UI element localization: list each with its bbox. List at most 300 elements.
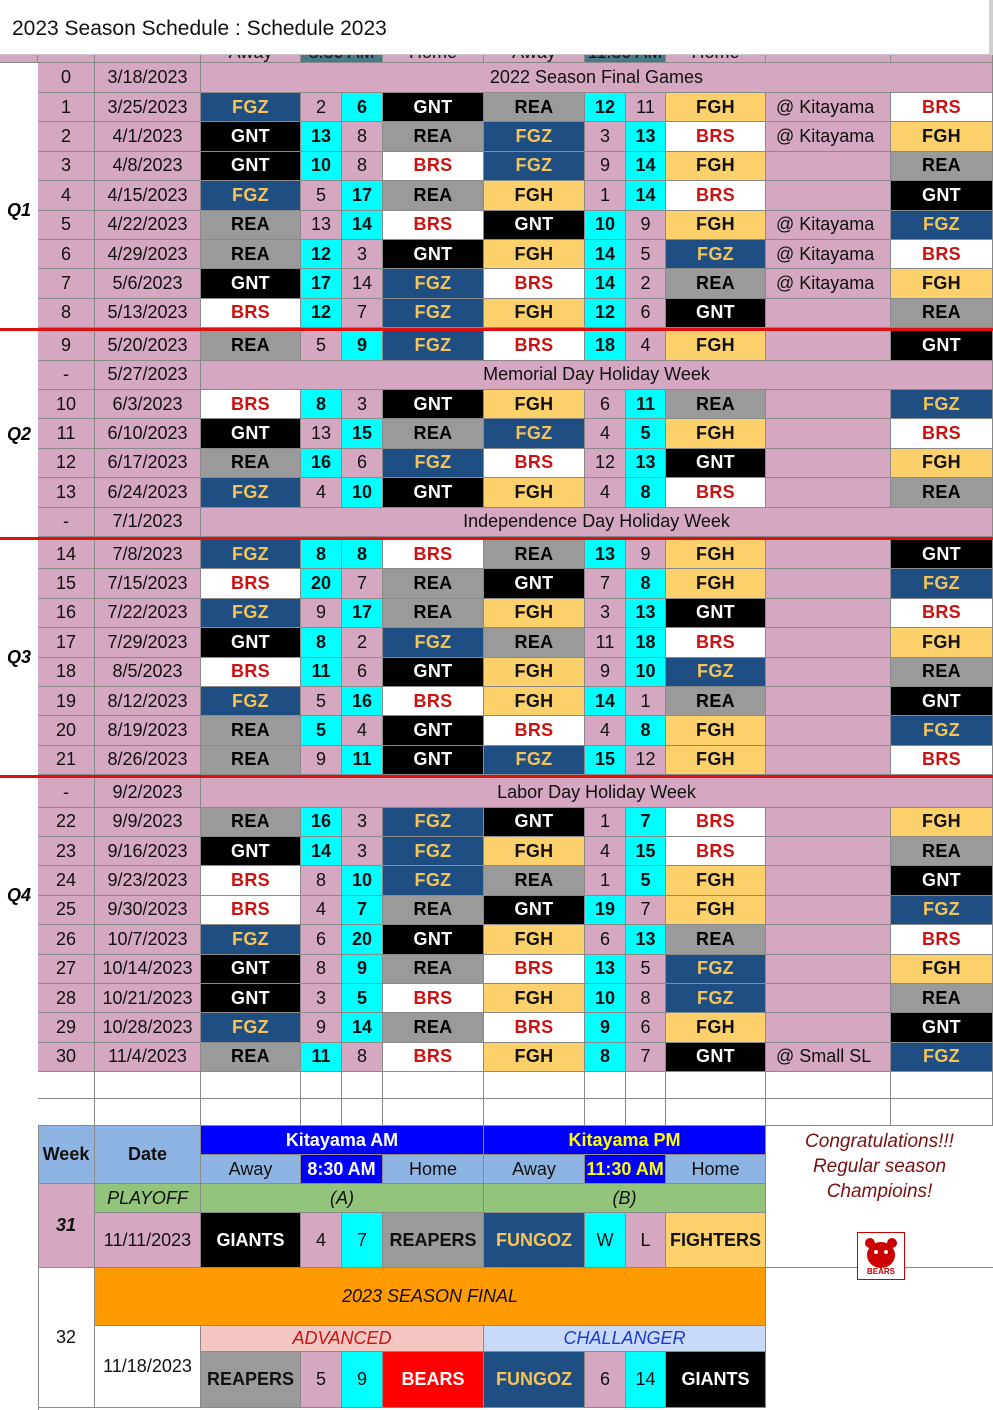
team-cell: BRS	[383, 984, 484, 1013]
score-cell: 5	[301, 331, 342, 360]
score-cell: 10	[342, 866, 383, 895]
score-cell: 12	[585, 449, 626, 478]
team-cell: BRS	[484, 955, 585, 984]
location	[766, 181, 891, 210]
team-cell: REA	[383, 122, 484, 151]
team-cell: GNT	[383, 658, 484, 687]
score-cell: 1	[585, 808, 626, 837]
empty-cell	[891, 1072, 993, 1099]
team-cell: GNT	[666, 599, 766, 628]
week-number: 6	[38, 240, 95, 269]
score-cell: 19	[585, 896, 626, 925]
bye-team: FGH	[891, 808, 993, 837]
location: @ Kitayama	[766, 93, 891, 122]
score-cell: 3	[342, 240, 383, 269]
score-cell: 18	[626, 628, 666, 657]
team-cell: BRS	[201, 390, 301, 419]
bye-team: GNT	[891, 687, 993, 716]
team-cell: REA	[201, 449, 301, 478]
empty-cell	[626, 1099, 666, 1126]
congrats-line: Congratulations!!!	[805, 1131, 954, 1152]
location	[766, 569, 891, 598]
score-cell: 12	[301, 240, 342, 269]
week-date: 9/30/2023	[95, 896, 201, 925]
team-cell: GNT	[484, 808, 585, 837]
score-cell: 3	[585, 599, 626, 628]
location	[766, 687, 891, 716]
score-cell: 3	[342, 837, 383, 866]
score-cell: 15	[585, 746, 626, 775]
team-cell: FGZ	[201, 93, 301, 122]
team-cell: FGZ	[201, 687, 301, 716]
team-cell: REA	[201, 211, 301, 240]
score-cell: 13	[585, 955, 626, 984]
week-date: 3/18/2023	[95, 63, 201, 93]
away-header: Away	[201, 1155, 301, 1184]
location	[766, 478, 891, 507]
score-cell: 12	[585, 93, 626, 122]
score-cell: 4	[585, 478, 626, 507]
team-cell: REA	[666, 925, 766, 954]
team-cell: FGH	[666, 866, 766, 895]
week-31: 31	[38, 1184, 95, 1268]
team-cell: FGH	[484, 599, 585, 628]
week-date: 4/8/2023	[95, 152, 201, 181]
week-number: 17	[38, 628, 95, 657]
team-cell: FGZ	[201, 599, 301, 628]
week-number: 11	[38, 419, 95, 448]
week-number: 25	[38, 896, 95, 925]
score-cell: 9	[626, 540, 666, 569]
score-cell: 7	[626, 808, 666, 837]
empty-cell	[201, 1072, 301, 1099]
bye-team: FGZ	[891, 896, 993, 925]
score-cell: 13	[585, 540, 626, 569]
week-number: 30	[38, 1043, 95, 1072]
week-number: 16	[38, 599, 95, 628]
empty-cell	[342, 1072, 383, 1099]
bye-team: REA	[891, 478, 993, 507]
team-cell: BRS	[666, 478, 766, 507]
week-number: 14	[38, 540, 95, 569]
team-cell: BRS	[201, 658, 301, 687]
team-cell: FGZ	[201, 181, 301, 210]
score-cell: 12	[585, 299, 626, 328]
score-cell: 13	[301, 211, 342, 240]
team-cell: REA	[201, 1043, 301, 1072]
score-cell: 5	[626, 419, 666, 448]
score-cell: 4	[301, 896, 342, 925]
team-cell: REA	[484, 628, 585, 657]
quarter-label: Q2	[6, 423, 31, 444]
score-cell: 11	[585, 628, 626, 657]
location	[766, 866, 891, 895]
score-cell: 8	[342, 1043, 383, 1072]
am-time: 8:30 AM	[301, 1155, 383, 1184]
team-cell: FGH	[484, 658, 585, 687]
week-date: 6/3/2023	[95, 390, 201, 419]
empty-cell	[301, 1099, 342, 1126]
score-cell: 5	[301, 716, 342, 745]
location	[766, 837, 891, 866]
team-cell: FGH	[484, 390, 585, 419]
team-cell: FGZ	[383, 866, 484, 895]
date-31: 11/11/2023	[95, 1213, 201, 1268]
score-cell: 17	[342, 181, 383, 210]
location	[766, 540, 891, 569]
week-number: 3	[38, 152, 95, 181]
score-cell: 8	[301, 955, 342, 984]
week-number: 18	[38, 658, 95, 687]
score-cell: 10	[585, 984, 626, 1013]
score-cell: 3	[301, 984, 342, 1013]
team-cell: FGZ	[666, 955, 766, 984]
team-cell: FGH	[484, 181, 585, 210]
date-header: Date	[95, 1126, 201, 1184]
score-cell: 8	[301, 628, 342, 657]
team-cell: BRS	[484, 331, 585, 360]
bye-team: FGZ	[891, 716, 993, 745]
score-cell: 7	[342, 569, 383, 598]
score-cell: 9	[301, 746, 342, 775]
team-cell: FGZ	[383, 808, 484, 837]
team-cell: FGH	[484, 687, 585, 716]
week-number: 27	[38, 955, 95, 984]
week-number: 19	[38, 687, 95, 716]
team-cell: REA	[383, 181, 484, 210]
team-cell: FGH	[484, 837, 585, 866]
week-date: 7/1/2023	[95, 508, 201, 537]
empty-cell	[342, 1099, 383, 1126]
empty-cell	[383, 1099, 484, 1126]
bye-team: FGH	[891, 122, 993, 151]
bye-team: REA	[891, 837, 993, 866]
location: @ Kitayama	[766, 211, 891, 240]
team-cell: BRS	[484, 449, 585, 478]
bye-team: FGH	[891, 955, 993, 984]
team-cell: BRS	[383, 211, 484, 240]
bears-logo	[857, 1232, 905, 1280]
location	[766, 331, 891, 360]
team-cell: FGH	[484, 925, 585, 954]
score-cell: 1	[626, 687, 666, 716]
week-date: 8/19/2023	[95, 716, 201, 745]
team-cell: GNT	[201, 419, 301, 448]
week-number: 0	[38, 63, 95, 93]
score-cell: 12	[626, 746, 666, 775]
final-32-cell: FUNGOZ	[484, 1352, 585, 1408]
team-cell: REA	[484, 93, 585, 122]
playoff-31-cell: FIGHTERS	[666, 1213, 766, 1268]
logo-text: BEARS	[866, 1267, 895, 1276]
team-cell: REA	[484, 866, 585, 895]
team-cell: GNT	[666, 449, 766, 478]
team-cell: FGZ	[201, 540, 301, 569]
team-cell: REA	[484, 540, 585, 569]
bye-team: FGZ	[891, 390, 993, 419]
bye-team: FGZ	[891, 569, 993, 598]
final-32-cell: GIANTS	[666, 1352, 766, 1408]
team-cell: FGH	[666, 540, 766, 569]
empty-cell	[891, 1099, 993, 1126]
empty-cell	[38, 1099, 95, 1126]
scrollbar[interactable]	[989, 0, 993, 55]
score-cell: 11	[301, 1043, 342, 1072]
week-date: 7/15/2023	[95, 569, 201, 598]
empty-cell	[38, 1072, 95, 1099]
week-date: 6/10/2023	[95, 419, 201, 448]
location: @ Kitayama	[766, 269, 891, 298]
bye-team: REA	[891, 299, 993, 328]
bye-team: GNT	[891, 181, 993, 210]
team-cell: FGZ	[383, 837, 484, 866]
empty-cell	[484, 1099, 585, 1126]
final-32-cell: REAPERS	[201, 1352, 301, 1408]
team-cell: GNT	[484, 569, 585, 598]
score-cell: 8	[626, 984, 666, 1013]
team-cell: GNT	[484, 211, 585, 240]
location	[766, 984, 891, 1013]
team-cell: BRS	[383, 687, 484, 716]
location	[766, 746, 891, 775]
week-date: 9/16/2023	[95, 837, 201, 866]
team-cell: FGH	[666, 1013, 766, 1042]
team-cell: GNT	[201, 955, 301, 984]
score-cell: 3	[342, 808, 383, 837]
score-cell: 17	[301, 269, 342, 298]
final-32-cell: 9	[342, 1352, 383, 1408]
score-cell: 4	[626, 331, 666, 360]
score-cell: 14	[626, 181, 666, 210]
week-number: 29	[38, 1013, 95, 1042]
team-cell: FGZ	[666, 984, 766, 1013]
team-cell: GNT	[201, 984, 301, 1013]
score-cell: 14	[585, 269, 626, 298]
week-date: 8/26/2023	[95, 746, 201, 775]
week-date: 10/21/2023	[95, 984, 201, 1013]
final-32-cell: BEARS	[383, 1352, 484, 1408]
week-number: 9	[38, 331, 95, 360]
team-cell: REA	[383, 569, 484, 598]
advanced-label: ADVANCED	[201, 1326, 484, 1352]
location	[766, 1013, 891, 1042]
team-cell: GNT	[666, 299, 766, 328]
week-date: 4/29/2023	[95, 240, 201, 269]
week-number: -	[38, 508, 95, 537]
score-cell: 6	[342, 93, 383, 122]
team-cell: GNT	[383, 240, 484, 269]
empty-cell	[585, 1099, 626, 1126]
score-cell: 13	[626, 599, 666, 628]
week-number: 13	[38, 478, 95, 507]
home-header: Home	[666, 1155, 766, 1184]
score-cell: 9	[342, 955, 383, 984]
week-number: 1	[38, 93, 95, 122]
holiday-note: Labor Day Holiday Week	[201, 778, 993, 807]
score-cell: 16	[342, 687, 383, 716]
team-cell: FGH	[484, 478, 585, 507]
team-cell: GNT	[201, 122, 301, 151]
week-date: 10/14/2023	[95, 955, 201, 984]
bye-team: GNT	[891, 540, 993, 569]
score-cell: 8	[301, 866, 342, 895]
score-cell: 8	[626, 716, 666, 745]
location	[766, 390, 891, 419]
score-cell: 9	[585, 1013, 626, 1042]
bye-team: FGZ	[891, 1043, 993, 1072]
location	[766, 716, 891, 745]
week-date: 8/5/2023	[95, 658, 201, 687]
week-date: 7/29/2023	[95, 628, 201, 657]
team-cell: REA	[383, 599, 484, 628]
home-header: Home	[383, 1155, 484, 1184]
location	[766, 925, 891, 954]
team-cell: FGH	[666, 716, 766, 745]
bye-team: FGH	[891, 269, 993, 298]
holiday-note: Memorial Day Holiday Week	[201, 361, 993, 390]
team-cell: FGH	[666, 746, 766, 775]
playoff-31-cell: 7	[342, 1213, 383, 1268]
team-cell: GNT	[484, 896, 585, 925]
week-number: 20	[38, 716, 95, 745]
location	[766, 628, 891, 657]
team-cell: FGH	[666, 93, 766, 122]
team-cell: BRS	[383, 1043, 484, 1072]
week-number: -	[38, 778, 95, 807]
week-date: 3/25/2023	[95, 93, 201, 122]
location	[766, 658, 891, 687]
score-cell: 14	[585, 240, 626, 269]
week-date: 9/23/2023	[95, 866, 201, 895]
final-32-cell: 5	[301, 1352, 342, 1408]
week-number: 28	[38, 984, 95, 1013]
team-cell: GNT	[383, 716, 484, 745]
team-cell: FGZ	[666, 658, 766, 687]
bye-team: BRS	[891, 746, 993, 775]
score-cell: 4	[301, 478, 342, 507]
score-cell: 7	[342, 896, 383, 925]
team-cell: BRS	[484, 269, 585, 298]
location: @ Kitayama	[766, 240, 891, 269]
score-cell: 5	[626, 866, 666, 895]
score-cell: 8	[342, 540, 383, 569]
team-cell: FGZ	[666, 240, 766, 269]
date-32: 11/18/2023	[95, 1326, 201, 1408]
score-cell: 10	[342, 478, 383, 507]
week-date: 5/20/2023	[95, 331, 201, 360]
score-cell: 12	[301, 299, 342, 328]
team-cell: FGZ	[484, 122, 585, 151]
empty-cell	[95, 1072, 201, 1099]
week-number: 2	[38, 122, 95, 151]
playoff-31-cell: L	[626, 1213, 666, 1268]
bye-team: GNT	[891, 331, 993, 360]
playoff-31-cell: GIANTS	[201, 1213, 301, 1268]
location	[766, 955, 891, 984]
lower-left-blank	[0, 1126, 39, 1410]
empty-cell	[666, 1072, 766, 1099]
score-cell: 14	[301, 837, 342, 866]
score-cell: 14	[342, 211, 383, 240]
score-cell: 14	[342, 1013, 383, 1042]
score-cell: 1	[585, 181, 626, 210]
team-cell: FGZ	[383, 449, 484, 478]
score-cell: 9	[585, 152, 626, 181]
team-cell: GNT	[383, 93, 484, 122]
team-cell: FGZ	[484, 152, 585, 181]
score-cell: 6	[585, 390, 626, 419]
week-date: 10/7/2023	[95, 925, 201, 954]
bye-team: GNT	[891, 1013, 993, 1042]
team-cell: FGH	[484, 240, 585, 269]
holiday-note: 2022 Season Final Games	[201, 63, 993, 93]
score-cell: 3	[342, 390, 383, 419]
team-cell: GNT	[201, 269, 301, 298]
week-32: 32	[38, 1268, 95, 1408]
score-cell: 5	[626, 240, 666, 269]
team-cell: GNT	[383, 925, 484, 954]
team-cell: BRS	[201, 866, 301, 895]
score-cell: 14	[585, 687, 626, 716]
score-cell: 20	[342, 925, 383, 954]
window-title-bar	[0, 0, 993, 55]
team-cell: FGZ	[484, 746, 585, 775]
score-cell: 4	[585, 716, 626, 745]
week-number: 24	[38, 866, 95, 895]
team-cell: BRS	[484, 716, 585, 745]
week-date: 9/2/2023	[95, 778, 201, 807]
team-cell: FGZ	[201, 1013, 301, 1042]
score-cell: 16	[301, 449, 342, 478]
week-date: 7/22/2023	[95, 599, 201, 628]
team-cell: REA	[383, 896, 484, 925]
congrats-box	[766, 1126, 993, 1276]
empty-cell	[484, 1072, 585, 1099]
score-cell: 15	[626, 837, 666, 866]
playoff-31-cell: REAPERS	[383, 1213, 484, 1268]
team-cell: BRS	[383, 152, 484, 181]
score-cell: 6	[301, 925, 342, 954]
week-number: 23	[38, 837, 95, 866]
team-cell: FGZ	[201, 925, 301, 954]
away-header: Away	[484, 1155, 585, 1184]
empty-cell	[766, 1099, 891, 1126]
score-cell: 10	[626, 658, 666, 687]
team-cell: GNT	[383, 390, 484, 419]
empty-cell	[95, 1099, 201, 1126]
score-cell: 4	[585, 837, 626, 866]
team-cell: GNT	[666, 1043, 766, 1072]
team-cell: FGZ	[484, 419, 585, 448]
score-cell: 1	[585, 866, 626, 895]
score-cell: 8	[342, 152, 383, 181]
final-32-cell: 14	[626, 1352, 666, 1408]
location	[766, 896, 891, 925]
team-cell: REA	[666, 269, 766, 298]
congrats-line: Regular season	[812, 1156, 947, 1177]
score-cell: 3	[585, 122, 626, 151]
score-cell: 8	[342, 122, 383, 151]
week-date: 7/8/2023	[95, 540, 201, 569]
score-cell: 6	[626, 1013, 666, 1042]
team-cell: FGH	[484, 984, 585, 1013]
score-cell: 6	[626, 299, 666, 328]
team-cell: REA	[201, 331, 301, 360]
playoff-31-cell: W	[585, 1213, 626, 1268]
score-cell: 15	[342, 419, 383, 448]
bracket-a: (A)	[201, 1184, 484, 1213]
team-cell: FGH	[666, 331, 766, 360]
